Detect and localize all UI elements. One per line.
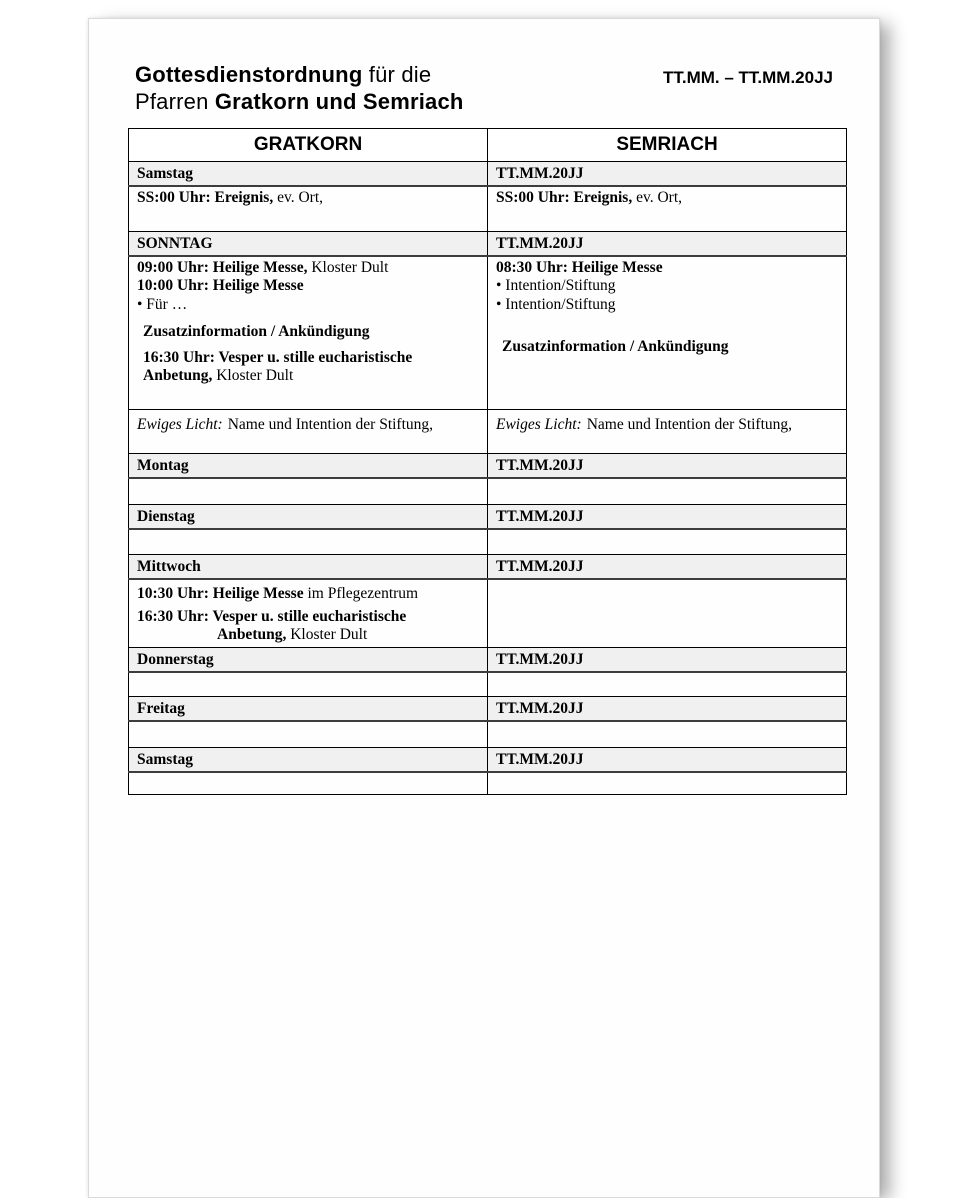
- intention-bullet: • Intention/Stiftung: [496, 277, 616, 294]
- content-row-samstag-1: [129, 186, 847, 231]
- ewiges-licht-line: Ewiges Licht: Name und Intention der Stiftung,: [496, 416, 793, 433]
- intention-bullet: • Für …: [137, 295, 188, 313]
- day-date: TT.MM.20JJ: [488, 231, 847, 256]
- content-row-sonntag: [129, 256, 847, 410]
- ewiges-licht-row: [129, 410, 847, 454]
- intention-bullet: • Intention/Stiftung: [496, 295, 616, 313]
- day-label: Samstag: [129, 162, 488, 187]
- empty-cell: [488, 672, 847, 697]
- day-date: TT.MM.20JJ: [488, 504, 847, 529]
- day-label: Freitag: [129, 697, 488, 722]
- empty-cell: [488, 721, 847, 747]
- empty-cell: [488, 529, 847, 555]
- column-header-gratkorn: GRATKORN: [129, 129, 488, 162]
- day-label: Montag: [129, 454, 488, 479]
- empty-row: [129, 478, 847, 504]
- day-row-sonntag: [129, 231, 847, 256]
- empty-cell: [129, 529, 488, 555]
- empty-row: [129, 772, 847, 795]
- title-rest: für die: [362, 62, 432, 87]
- document-header: [135, 61, 834, 115]
- day-row-freitag: [129, 697, 847, 722]
- mass-line: 08:30 Uhr: Heilige Messe: [496, 258, 663, 276]
- vesper-line-2: Anbetung, Kloster Dult: [217, 626, 368, 643]
- empty-cell: [488, 772, 847, 795]
- day-row-donnerstag: [129, 647, 847, 672]
- column-header-semriach: SEMRIACH: [488, 129, 847, 162]
- day-row-montag: [129, 454, 847, 479]
- date-range: TT.MM. – TT.MM.20JJ: [662, 68, 833, 87]
- day-label: Donnerstag: [129, 647, 488, 672]
- vesper-line: 16:30 Uhr: Vesper u. stille eucharistische Anbetung, Kloster Dult: [143, 348, 413, 384]
- empty-cell: [129, 721, 488, 747]
- day-row-samstag-1: [129, 162, 847, 187]
- mass-line: 09:00 Uhr: Heilige Messe, Kloster Dult: [137, 258, 389, 276]
- empty-cell: [129, 672, 488, 697]
- day-date: TT.MM.20JJ: [488, 697, 847, 722]
- document-page: [88, 18, 880, 1198]
- title-prefix: Pfarren: [135, 89, 215, 114]
- day-label: Dienstag: [129, 504, 488, 529]
- event-cell-gratkorn: [129, 186, 488, 231]
- day-date: TT.MM.20JJ: [488, 454, 847, 479]
- ewiges-licht-cell-semriach: [488, 410, 847, 454]
- announcement-line: Zusatzinformation / Ankündigung: [502, 338, 729, 355]
- day-date: TT.MM.20JJ: [488, 555, 847, 580]
- empty-row: [129, 672, 847, 697]
- empty-row: [129, 529, 847, 555]
- empty-cell: [129, 478, 488, 504]
- day-label: Mittwoch: [129, 555, 488, 580]
- day-label: Samstag: [129, 747, 488, 772]
- sunday-cell-semriach: [488, 256, 847, 410]
- day-label: SONNTAG: [129, 231, 488, 256]
- empty-cell: [488, 579, 847, 647]
- mass-line: 10:30 Uhr: Heilige Messe im Pflegezentrum: [137, 585, 419, 602]
- vesper-line: 16:30 Uhr: Vesper u. stille eucharistische: [137, 608, 407, 625]
- event-cell-semriach: [488, 186, 847, 231]
- title-line-2: [135, 88, 834, 115]
- table-header-row: [129, 129, 847, 162]
- empty-row: [129, 721, 847, 747]
- mass-line: 10:00 Uhr: Heilige Messe: [137, 277, 304, 294]
- day-row-mittwoch: [129, 555, 847, 580]
- ewiges-licht-line: Ewiges Licht: Name und Intention der Stiftung,: [137, 416, 434, 433]
- day-row-dienstag: [129, 504, 847, 529]
- title-main: Gottesdienstordnung: [135, 62, 363, 87]
- empty-cell: [129, 772, 488, 795]
- announcement-line: Zusatzinformation / Ankündigung: [143, 323, 370, 340]
- day-date: TT.MM.20JJ: [488, 162, 847, 187]
- sunday-cell-gratkorn: [129, 256, 488, 410]
- ewiges-licht-cell-gratkorn: [129, 410, 488, 454]
- event-line: SS:00 Uhr: Ereignis, ev. Ort,: [496, 189, 683, 206]
- event-line: SS:00 Uhr: Ereignis, ev. Ort,: [137, 189, 324, 206]
- day-date: TT.MM.20JJ: [488, 747, 847, 772]
- title-parishes: Gratkorn und Semriach: [214, 89, 464, 114]
- schedule-table: [128, 128, 847, 795]
- content-row-mittwoch: [129, 579, 847, 647]
- day-row-samstag-2: [129, 747, 847, 772]
- day-date: TT.MM.20JJ: [488, 647, 847, 672]
- empty-cell: [488, 478, 847, 504]
- mittwoch-cell-gratkorn: [129, 579, 488, 647]
